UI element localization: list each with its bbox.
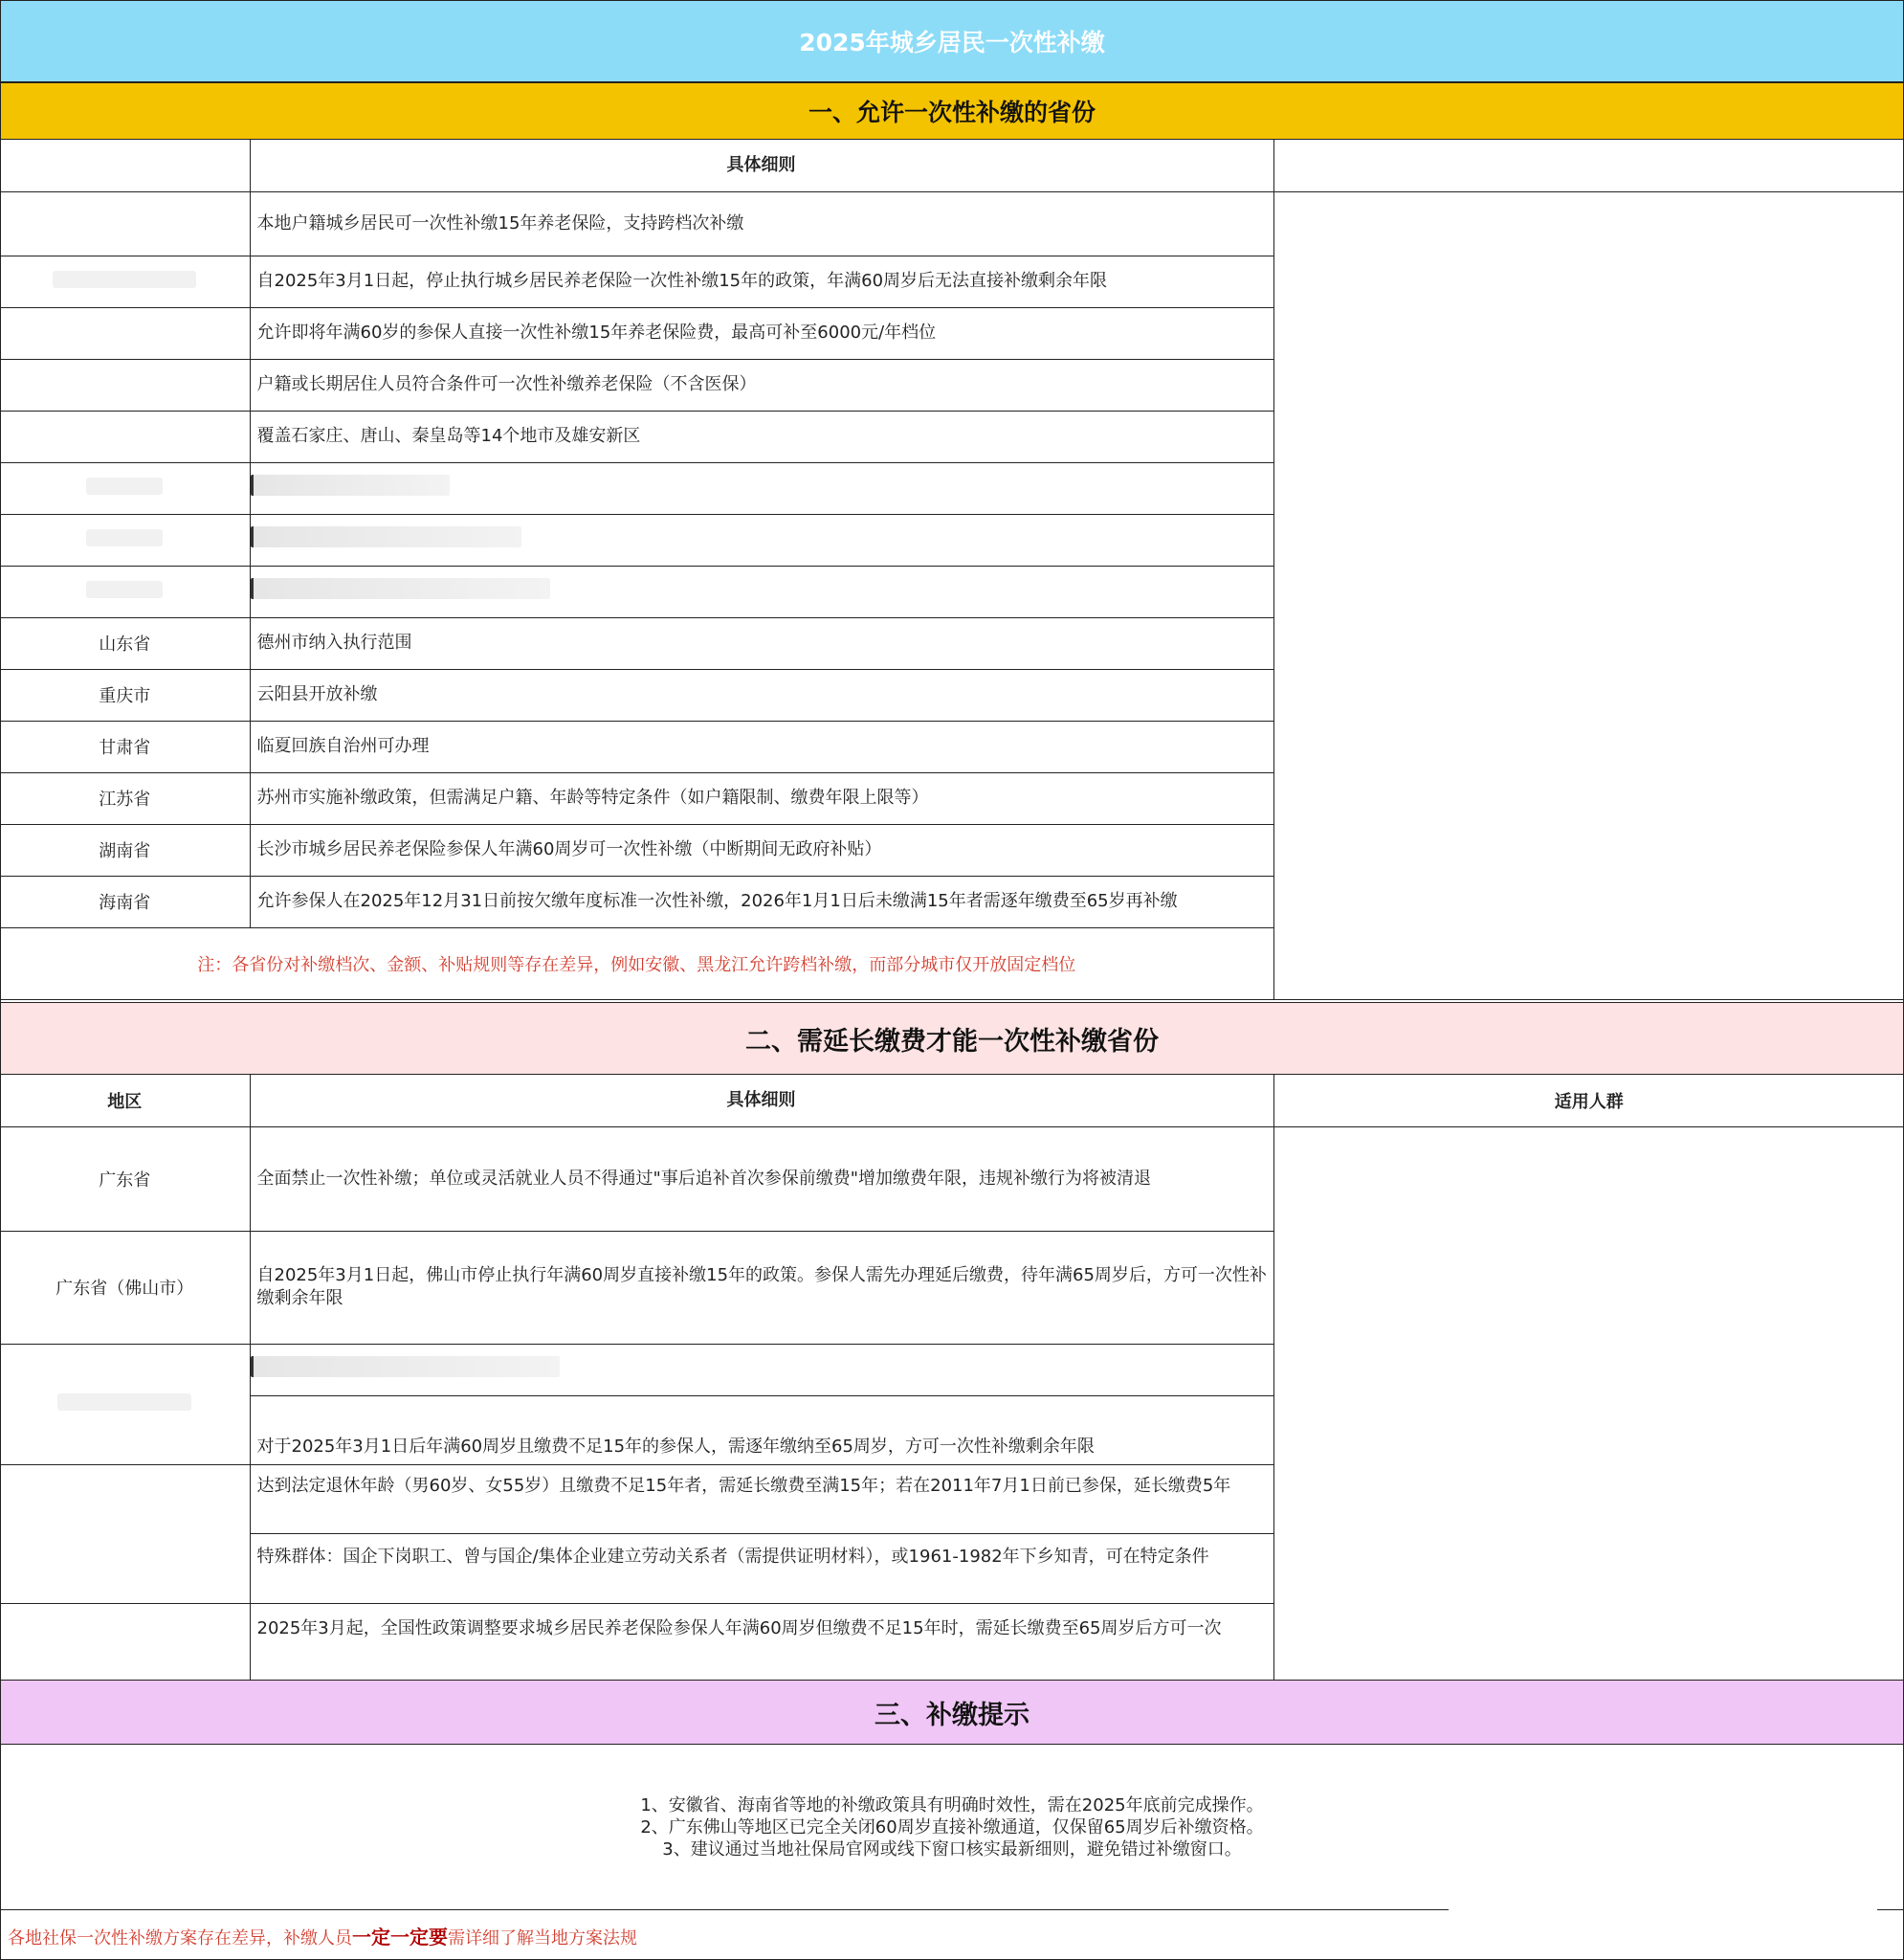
section1-table xyxy=(0,140,1904,1000)
detail-cell: 户籍或长期居住人员符合条件可一次性补缴养老保险（不含医保） xyxy=(250,359,1273,411)
region-cell xyxy=(0,307,250,359)
header-region: 地区 xyxy=(0,1075,250,1126)
region-cell xyxy=(0,566,250,617)
detail-cell: 本地户籍城乡居民可一次性补缴15年养老保险，支持跨档次补缴 xyxy=(250,191,1273,256)
divider xyxy=(1877,1909,1904,1910)
header-detail: 具体细则 xyxy=(250,1075,1273,1126)
detail-cell: 2025年3月起，全国性政策调整要求城乡居民养老保险参保人年满60周岁但缴费不足15年时，需延长缴费至65周岁后方可一次 xyxy=(250,1603,1273,1683)
region-cell xyxy=(0,1603,250,1683)
region-cell: 重庆市 xyxy=(0,669,250,721)
section1-note: 注：各省份对补缴档次、金额、补贴规则等存在差异，例如安徽、黑龙江允许跨档补缴，而部分城市仅开放固定档位 xyxy=(0,927,1273,999)
detail-cell: 自2025年3月1日起，停止执行城乡居民养老保险一次性补缴15年的政策，年满60周岁后无法直接补缴剩余年限 xyxy=(250,256,1273,307)
detail-cell: 对于2025年3月1日后年满60周岁且缴费不足15年的参保人，需逐年缴纳至65周岁，方可一次性补缴剩余年限 xyxy=(250,1395,1273,1464)
redacted-detail-cell xyxy=(250,462,1273,514)
detail-cell: 临夏回族自治州可办理 xyxy=(250,721,1273,772)
detail-cell: 自2025年3月1日起，佛山市停止执行年满60周岁直接补缴15年的政策。参保人需先办理延后缴费，待年满65周岁后，方可一次性补缴剩余年限 xyxy=(250,1231,1273,1344)
region-cell: 海南省 xyxy=(0,876,250,927)
section1-header-row xyxy=(0,140,1904,191)
region-cell: 湖南省 xyxy=(0,824,250,876)
region-cell xyxy=(0,514,250,566)
region-cell: 广东省 xyxy=(0,1126,250,1231)
table-row xyxy=(0,1126,1904,1231)
target-cell-merged xyxy=(1273,191,1904,999)
detail-cell: 云阳县开放补缴 xyxy=(250,669,1273,721)
region-cell: 山东省 xyxy=(0,617,250,669)
region-cell: 江苏省 xyxy=(0,772,250,824)
region-cell xyxy=(0,256,250,307)
footer-text-after: 需详细了解当地方案法规 xyxy=(448,1928,637,1949)
region-cell xyxy=(0,1464,250,1603)
detail-cell: 允许参保人在2025年12月31日前按欠缴年度标准一次性补缴，2026年1月1日后未缴满15年者需逐年缴费至65岁再补缴 xyxy=(250,876,1273,927)
detail-cell: 德州市纳入执行范围 xyxy=(250,617,1273,669)
detail-cell: 全面禁止一次性补缴；单位或灵活就业人员不得通过"事后追补首次参保前缴费"增加缴费年限，违规补缴行为将被清退 xyxy=(250,1126,1273,1231)
redacted-detail-cell xyxy=(250,1344,1273,1395)
sheet-title: 2025年城乡居民一次性补缴 xyxy=(0,0,1904,82)
footer-warning xyxy=(8,1922,637,1949)
detail-cell: 允许即将年满60岁的参保人直接一次性补缴15年养老保险费，最高可补至6000元/年档位 xyxy=(250,307,1273,359)
header-target: 适用人群 xyxy=(1273,1075,1904,1126)
detail-cell: 特殊群体：国企下岗职工、曾与国企/集体企业建立劳动关系者（需提供证明材料），或1961-1982年下乡知青，可在特定条件 xyxy=(250,1533,1273,1603)
section2-table xyxy=(0,1075,1904,1684)
tips-block xyxy=(0,1745,1904,1909)
section1-heading: 一、允许一次性补缴的省份 xyxy=(0,82,1904,140)
footer-text-before: 各地社保一次性补缴方案存在差异，补缴人员 xyxy=(8,1928,352,1949)
header-region xyxy=(0,140,250,191)
header-target xyxy=(1273,140,1904,191)
tip-item: 2、广东佛山等地区已完全关闭60周岁直接补缴通道，仅保留65周岁后补缴资格。 xyxy=(640,1816,1264,1838)
header-detail: 具体细则 xyxy=(250,140,1273,191)
region-cell xyxy=(0,359,250,411)
section2-heading: 二、需延长缴费才能一次性补缴省份 xyxy=(0,1002,1904,1075)
table-row xyxy=(0,191,1904,256)
region-cell xyxy=(0,191,250,256)
detail-cell: 覆盖石家庄、唐山、秦皇岛等14个地市及雄安新区 xyxy=(250,411,1273,462)
redacted-detail-cell xyxy=(250,566,1273,617)
region-cell: 广东省（佛山市） xyxy=(0,1231,250,1344)
region-cell: 甘肃省 xyxy=(0,721,250,772)
divider xyxy=(0,1909,1449,1910)
target-cell-merged xyxy=(1273,1126,1904,1683)
tip-item: 3、建议通过当地社保局官网或线下窗口核实最新细则，避免错过补缴窗口。 xyxy=(662,1838,1242,1860)
detail-cell: 长沙市城乡居民养老保险参保人年满60周岁可一次性补缴（中断期间无政府补贴） xyxy=(250,824,1273,876)
redacted-detail-cell xyxy=(250,514,1273,566)
detail-cell: 达到法定退休年龄（男60岁、女55岁）且缴费不足15年者，需延长缴费至满15年；若在2011年7月1日前已参保，延长缴费5年 xyxy=(250,1464,1273,1533)
detail-cell: 苏州市实施补缴政策，但需满足户籍、年龄等特定条件（如户籍限制、缴费年限上限等） xyxy=(250,772,1273,824)
footer-emphasis: 一定一定要 xyxy=(352,1926,448,1949)
tip-item: 1、安徽省、海南省等地的补缴政策具有明确时效性，需在2025年底前完成操作。 xyxy=(640,1794,1264,1815)
region-cell xyxy=(0,462,250,514)
region-cell xyxy=(0,411,250,462)
section3-heading: 三、补缴提示 xyxy=(0,1680,1904,1745)
section2-header-row xyxy=(0,1075,1904,1126)
region-cell xyxy=(0,1344,250,1464)
